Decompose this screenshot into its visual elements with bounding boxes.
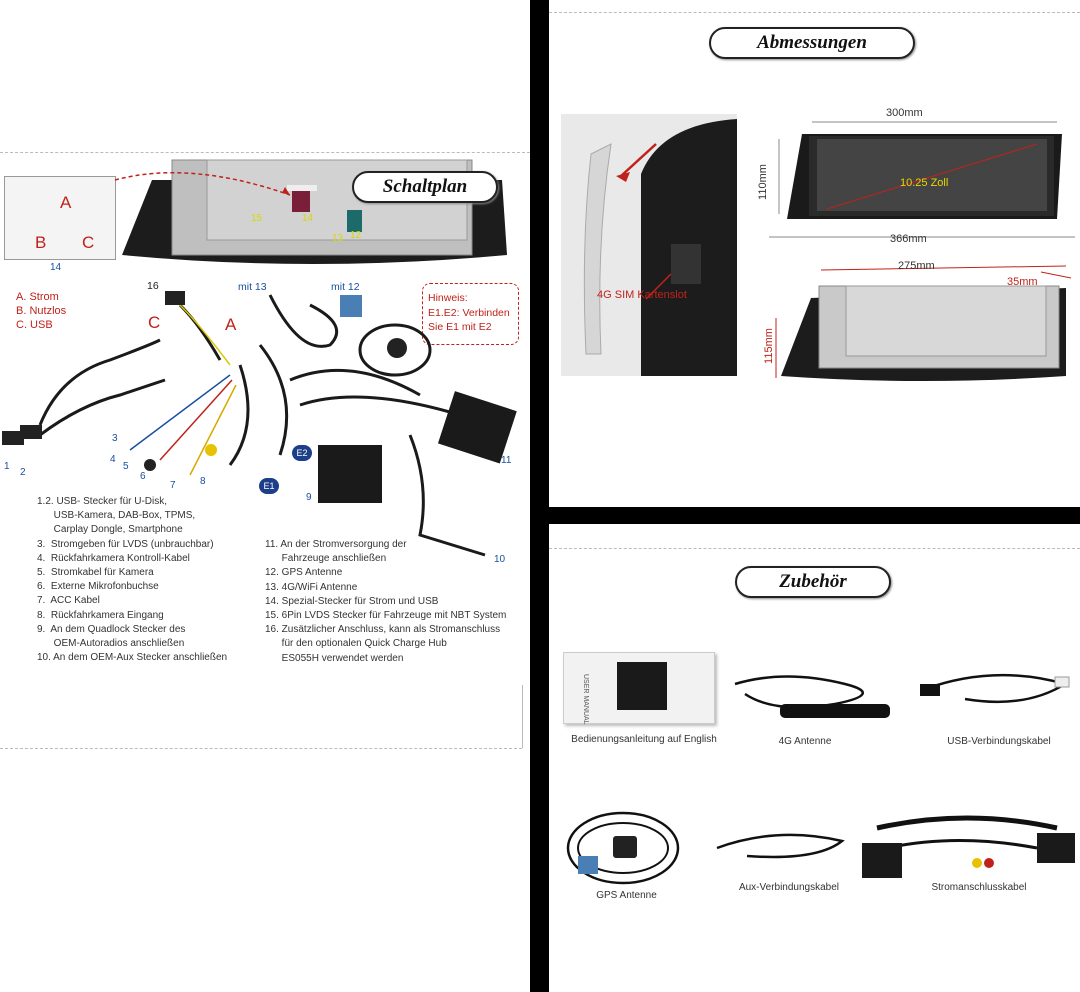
pin-label-13: 13 bbox=[332, 233, 344, 244]
sim-slot-label: 4G SIM Kartenslot bbox=[597, 289, 687, 301]
aux-cable-image bbox=[707, 826, 852, 868]
num-6: 6 bbox=[140, 471, 146, 482]
caption-4g-antenna: 4G Antenne bbox=[778, 736, 832, 747]
cable-label-mit13: mit 13 bbox=[238, 281, 267, 293]
usb-cable-image bbox=[905, 669, 1080, 719]
dim-screen: 10.25 Zoll bbox=[900, 177, 949, 189]
description-list-right: 11. An der Stromversorgung der Fahrzeuge anschließen 12. GPS Antenne 13. 4G/WiFi Antenne 14. Spezial-Stecker für Strom und USB 15. 6Pin LVDS Stecker für Fahrzeuge mit NBT System 16. Zusätzlicher Anschluss, kann als Stromanschluss für den optionalen Quick Charge Hub ES055H verwendet werden bbox=[265, 539, 507, 664]
caption-aux-cable: Aux-Verbindungskabel bbox=[738, 882, 840, 893]
num-10: 10 bbox=[494, 554, 506, 565]
cable-label-c: C bbox=[148, 313, 161, 332]
num-5: 5 bbox=[123, 461, 129, 472]
cable-label-16: 16 bbox=[147, 280, 159, 292]
manual-cover bbox=[617, 662, 667, 710]
schaltplan-title: Schaltplan bbox=[352, 171, 498, 203]
dim-back-width: 275mm bbox=[898, 260, 935, 272]
description-list-left: 1.2. USB- Stecker für U-Disk, USB-Kamera, DAB-Box, TPMS, Carplay Dongle, Smartphone 3. Stromgeben für LVDS (unbrauchbar) 4. Rückfahrkamera Kontroll-Kabel 5. Stromkabel für Kamera 6. Externe Mikrofonbuchse 7. ACC Kabel 8. Rückfahrkamera Eingang 9. An dem Quadlock Stecker des OEM-Autoradios anschließen 10. An dem OEM-Aux Stecker anschließen bbox=[37, 496, 228, 664]
caption-usb-cable: USB-Verbindungskabel bbox=[947, 736, 1051, 747]
connector-diagram bbox=[4, 176, 116, 260]
zubehoer-title: Zubehör bbox=[735, 566, 891, 598]
badge-e2: E2 bbox=[292, 445, 312, 461]
num-2: 2 bbox=[20, 467, 26, 478]
power-cable-image bbox=[857, 808, 1079, 884]
divider bbox=[549, 548, 1080, 549]
legend-usb: C. USB bbox=[16, 319, 53, 331]
hinweis-title: Hinweis: bbox=[428, 292, 468, 304]
dim-back-height: 115mm bbox=[762, 328, 775, 364]
num-9: 9 bbox=[306, 492, 312, 503]
caption-manual: Bedienungsanleitung auf English bbox=[571, 734, 717, 745]
hinweis-line2: Sie E1 mit E2 bbox=[428, 321, 492, 333]
divider bbox=[522, 685, 523, 748]
manual-title: USER MANUAL bbox=[582, 674, 589, 725]
num-3: 3 bbox=[112, 433, 118, 444]
num-8: 8 bbox=[200, 476, 206, 487]
gps-antenna-image bbox=[563, 806, 687, 888]
caption-power-cable: Stromanschlusskabel bbox=[931, 882, 1027, 893]
divider bbox=[0, 152, 530, 153]
zubehoer-panel bbox=[549, 524, 1080, 992]
connector-label-a: A bbox=[60, 193, 72, 212]
antenna-4g-image bbox=[725, 664, 891, 730]
dim-total: 366mm bbox=[890, 233, 927, 245]
sim-slot-image bbox=[561, 114, 737, 376]
dim-depth: 35mm bbox=[1007, 276, 1038, 288]
connector-label-14: 14 bbox=[50, 262, 62, 273]
connector-arrow bbox=[110, 165, 300, 205]
pin-label-12: 12 bbox=[350, 230, 362, 241]
connector-label-c: C bbox=[82, 233, 95, 252]
pin-label-15: 15 bbox=[251, 213, 263, 224]
abmessungen-title: Abmessungen bbox=[709, 27, 915, 59]
connector-label-b: B bbox=[35, 233, 47, 252]
dim-height: 110mm bbox=[756, 164, 769, 200]
num-4: 4 bbox=[110, 454, 116, 465]
badge-e1: E1 bbox=[259, 478, 279, 494]
num-11: 11 bbox=[501, 455, 512, 466]
schaltplan-panel bbox=[0, 0, 530, 992]
pin-label-14: 14 bbox=[302, 213, 314, 224]
divider bbox=[549, 12, 1080, 13]
display-front-image bbox=[767, 104, 1079, 246]
legend-strom: A. Strom bbox=[16, 291, 59, 303]
num-7: 7 bbox=[170, 480, 176, 491]
abmessungen-panel bbox=[549, 0, 1080, 507]
caption-gps-antenna: GPS Antenne bbox=[596, 890, 657, 901]
dim-width: 300mm bbox=[886, 107, 923, 119]
cable-label-a: A bbox=[225, 315, 237, 334]
cable-label-mit12: mit 12 bbox=[331, 281, 360, 293]
num-1: 1 bbox=[4, 461, 10, 472]
divider bbox=[0, 748, 522, 749]
hinweis-line1: E1.E2: Verbinden bbox=[428, 307, 510, 319]
legend-nutzlos: B. Nutzlos bbox=[16, 305, 67, 317]
